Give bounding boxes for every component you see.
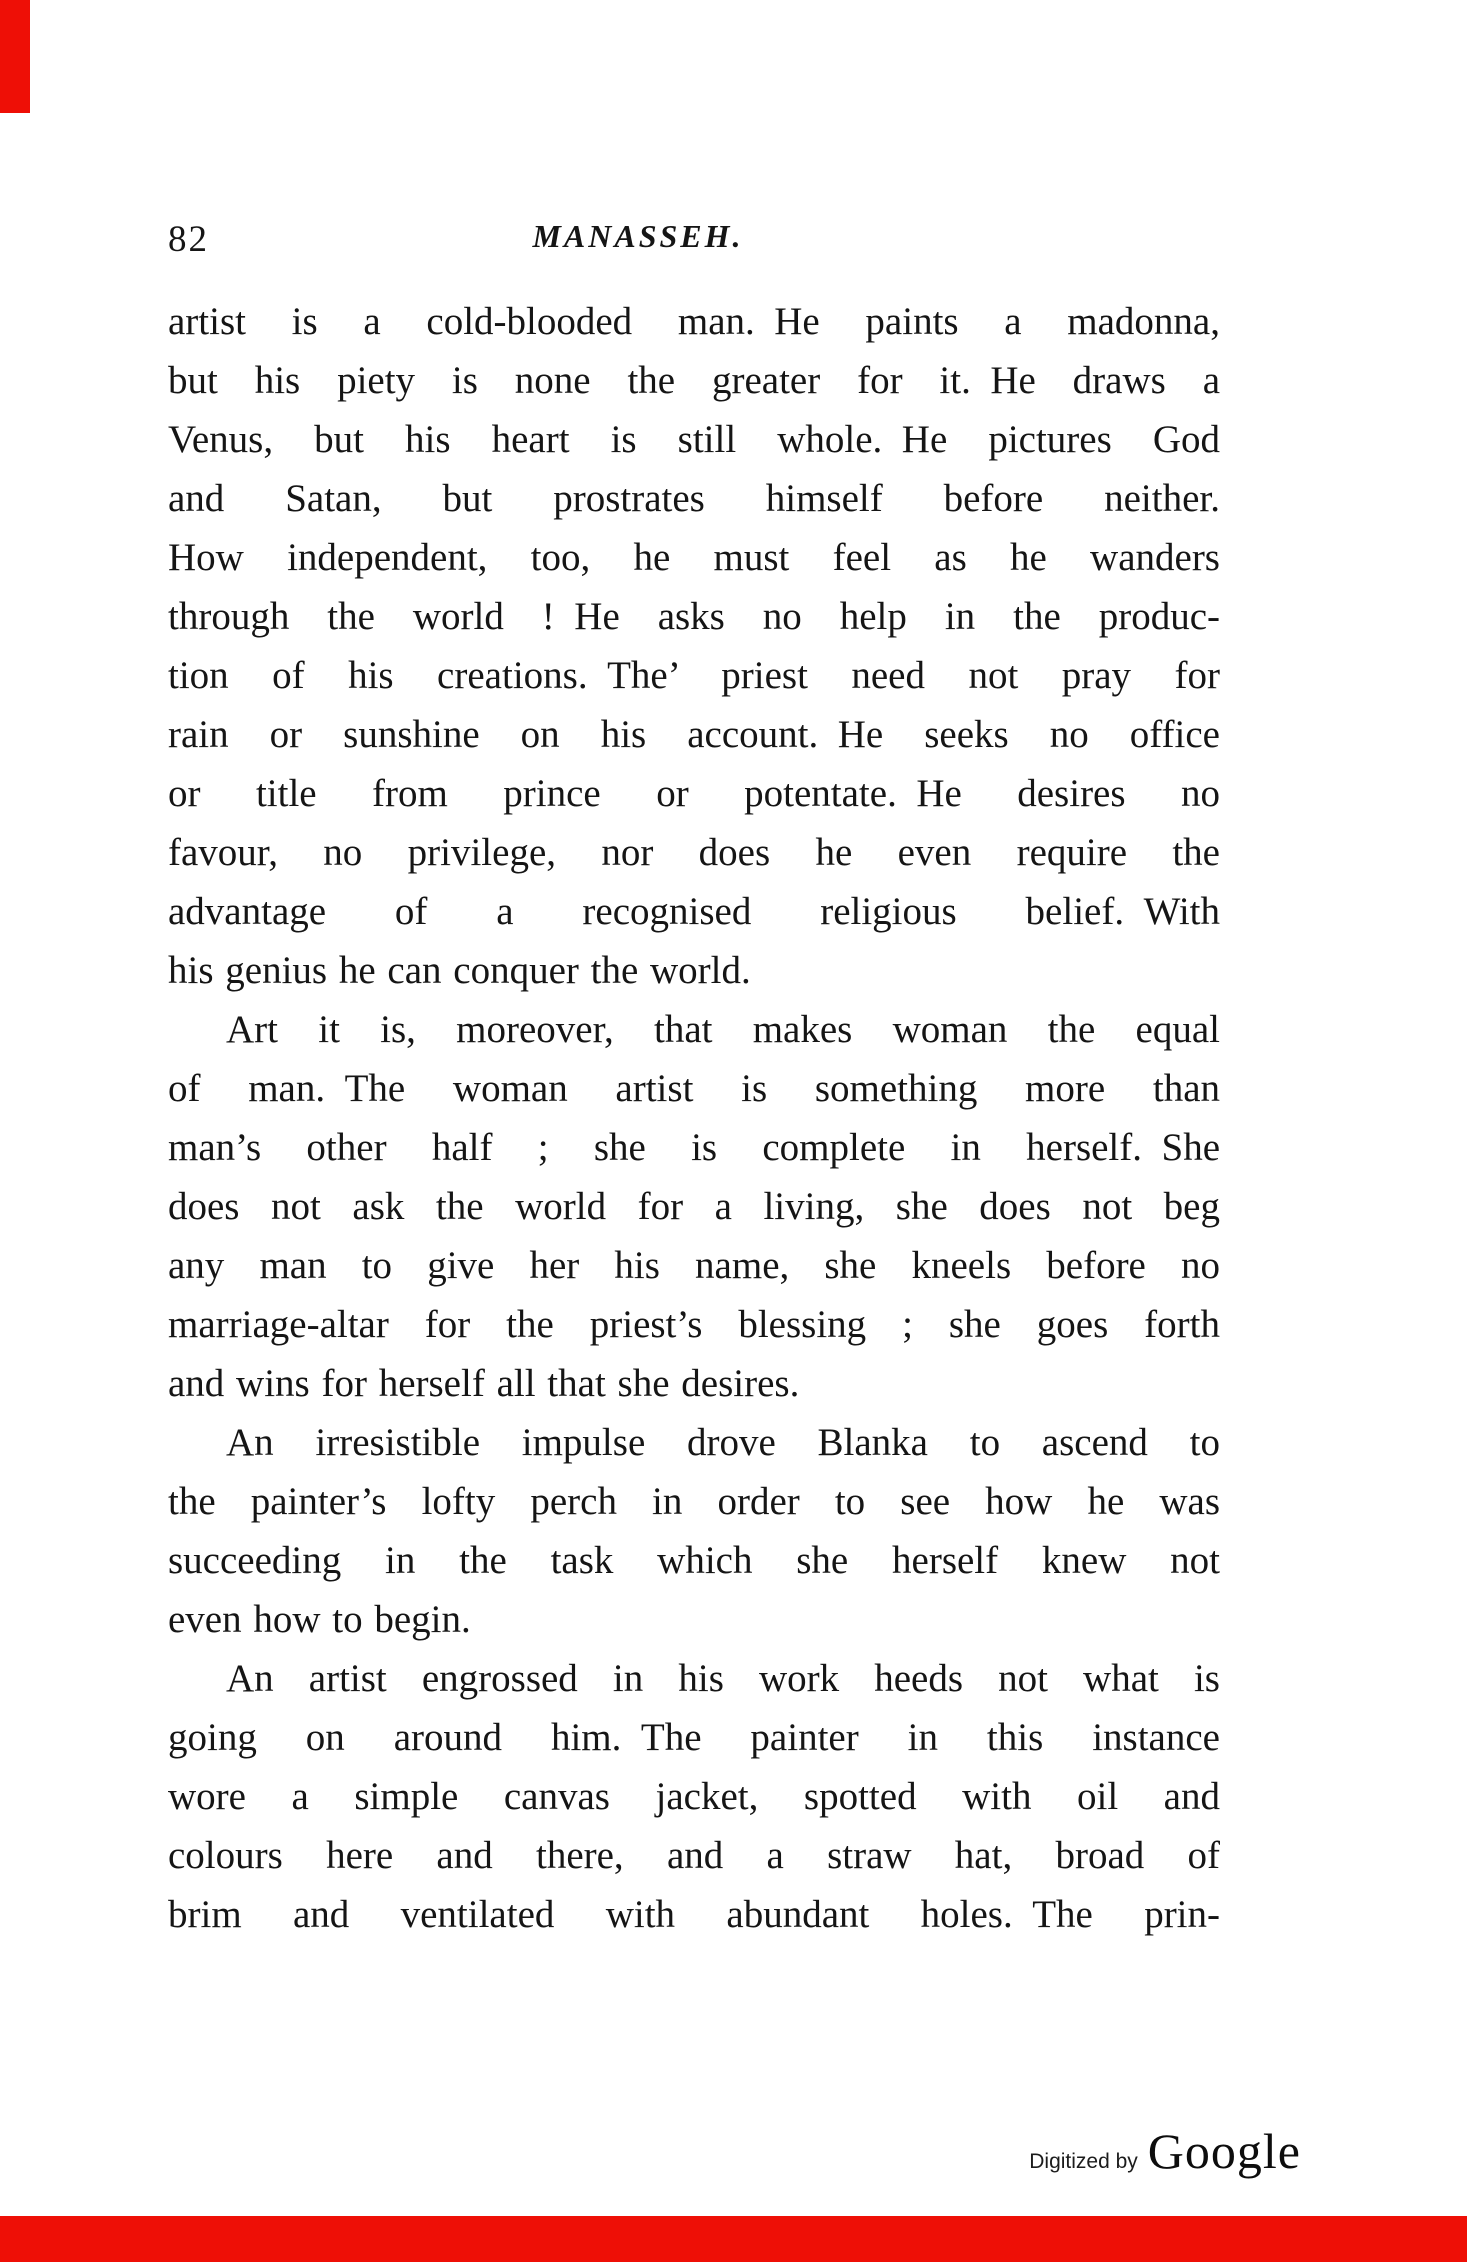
scan-edge-artifact-left — [0, 0, 30, 113]
text-line: favour, no privilege, nor does he even require the — [168, 831, 1220, 874]
page-number: 82 — [168, 219, 209, 260]
text-line: man’s other half ; she is complete in herself. She — [168, 1126, 1220, 1169]
text-line: advantage of a recognised religious belief. With — [168, 890, 1220, 933]
text-line: does not ask the world for a living, she does not beg — [168, 1185, 1220, 1228]
digitization-imprint — [1029, 2122, 1301, 2180]
text-line: of man. The woman artist is something more than — [168, 1067, 1220, 1110]
page-header — [168, 218, 1218, 260]
text-line: Art it is, moreover, that makes woman the equal — [226, 1008, 1220, 1051]
text-line: and wins for herself all that she desires. — [168, 1362, 800, 1405]
digitized-by-label: Digitized by — [1029, 2150, 1138, 2173]
text-line: succeeding in the task which she herself knew not — [168, 1539, 1220, 1582]
text-line: An irresistible impulse drove Blanka to ascend to — [226, 1421, 1220, 1464]
text-line: How independent, too, he must feel as he wanders — [168, 536, 1220, 579]
text-line: and Satan, but prostrates himself before neither. — [168, 477, 1220, 520]
google-logo: Google — [1147, 2123, 1301, 2179]
text-line: Venus, but his heart is still whole. He pictures God — [168, 418, 1220, 461]
page-body — [168, 292, 1220, 1944]
text-line: An artist engrossed in his work heeds not what is — [226, 1657, 1220, 1700]
text-line: artist is a cold-blooded man. He paints a madonna, — [168, 300, 1220, 343]
running-title: MANASSEH. — [532, 218, 744, 254]
text-line: colours here and there, and a straw hat, broad of — [168, 1834, 1220, 1877]
text-line: any man to give her his name, she kneels before no — [168, 1244, 1220, 1287]
text-line: the painter’s lofty perch in order to see how he was — [168, 1480, 1220, 1523]
text-line: even how to begin. — [168, 1598, 471, 1641]
text-line: going on around him. The painter in this instance — [168, 1716, 1220, 1759]
text-line: his genius he can conquer the world. — [168, 949, 751, 992]
text-line: brim and ventilated with abundant holes. The prin- — [168, 1893, 1220, 1936]
text-line: but his piety is none the greater for it. He draws a — [168, 359, 1220, 402]
text-line: wore a simple canvas jacket, spotted with oil and — [168, 1775, 1220, 1818]
text-line: rain or sunshine on his account. He seeks no office — [168, 713, 1220, 756]
scan-edge-artifact-bottom — [0, 2216, 1467, 2262]
text-line: tion of his creations. The’ priest need not pray for — [168, 654, 1220, 697]
text-line: marriage-altar for the priest’s blessing ; she goes forth — [168, 1303, 1220, 1346]
text-line: or title from prince or potentate. He desires no — [168, 772, 1220, 815]
text-line: through the world ! He asks no help in the produc- — [168, 595, 1220, 638]
